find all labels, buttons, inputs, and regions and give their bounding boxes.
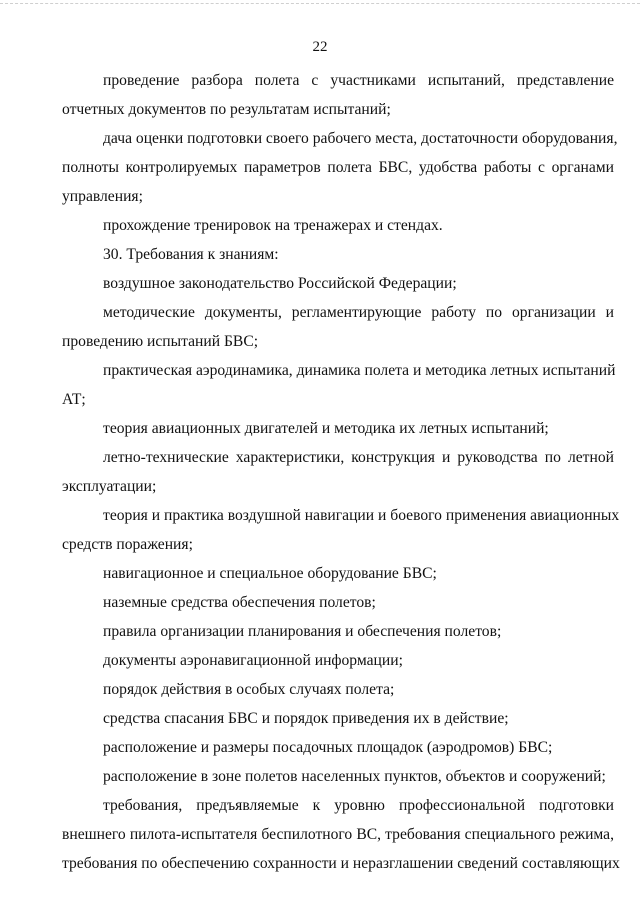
paragraph-line: требования по обеспечению сохранности и неразглашении сведений составляющих (62, 855, 620, 872)
paragraph (62, 356, 614, 414)
paragraph-line: средств поражения; (62, 536, 193, 553)
paragraph-line: отчетных документов по результатам испытаний; (62, 101, 391, 118)
paragraph-line: правила организации планирования и обеспечения полетов; (103, 623, 502, 640)
paragraph (62, 501, 620, 559)
paragraph (62, 559, 614, 588)
paragraph-line: требования, предъявляемые к уровню профессиональной подготовки (103, 797, 614, 814)
paragraph-line: расположение и размеры посадочных площадок (аэродромов) БВС; (103, 739, 553, 756)
paragraph-line: наземные средства обеспечения полетов; (103, 594, 376, 611)
paragraph-line: практическая аэродинамика, динамика полета и методика летных испытаний (103, 362, 616, 379)
paragraph-line: проведение разбора полета с участниками испытаний, представление (103, 72, 614, 89)
paragraph (62, 588, 614, 617)
paragraph-line: дача оценки подготовки своего рабочего места, достаточности оборудования, (103, 130, 618, 147)
page-number: 22 (312, 39, 328, 55)
paragraph (62, 762, 614, 791)
scan-edge-line (0, 3, 640, 4)
paragraph (62, 124, 618, 211)
paragraph (62, 443, 614, 501)
paragraph-line: средства спасания БВС и порядок приведения их в действие; (103, 710, 509, 727)
paragraph (62, 791, 620, 878)
paragraph (62, 211, 614, 240)
paragraph-line: полноты контролируемых параметров полета БВС, удобства работы с органами (62, 159, 614, 176)
paragraph (62, 269, 614, 298)
paragraph (62, 66, 614, 124)
paragraph-line: управления; (62, 188, 143, 205)
paragraph (62, 646, 614, 675)
paragraph-line: АТ; (62, 391, 86, 408)
paragraph-line: эксплуатации; (62, 478, 157, 495)
paragraph-line: расположение в зоне полетов населенных пунктов, объектов и сооружений; (103, 768, 606, 785)
paragraph (62, 675, 614, 704)
paragraph (62, 704, 614, 733)
paragraph-line: порядок действия в особых случаях полета; (103, 681, 395, 698)
paragraph (62, 617, 614, 646)
paragraph-line: летно-технические характеристики, конструкция и руководства по летной (103, 449, 614, 466)
paragraph (62, 298, 614, 356)
paragraph (62, 240, 614, 269)
document-body (62, 66, 620, 878)
paragraph-line: теория и практика воздушной навигации и боевого применения авиационных (103, 507, 620, 524)
paragraph-line: прохождение тренировок на тренажерах и стендах. (103, 217, 443, 234)
paragraph-line: проведению испытаний БВС; (62, 333, 259, 350)
paragraph (62, 414, 614, 443)
paragraph-line: 30. Требования к знаниям: (103, 246, 279, 263)
paragraph-line: методические документы, регламентирующие работу по организации и (103, 304, 614, 321)
paragraph-line: воздушное законодательство Российской Федерации; (103, 275, 457, 292)
paragraph-line: теория авиационных двигателей и методика их летных испытаний; (103, 420, 549, 437)
paragraph (62, 733, 614, 762)
paragraph-line: навигационное и специальное оборудование БВС; (103, 565, 437, 582)
paragraph-line: документы аэронавигационной информации; (103, 652, 403, 669)
paragraph-line: внешнего пилота-испытателя беспилотного ВС, требования специального режима, (62, 826, 614, 843)
